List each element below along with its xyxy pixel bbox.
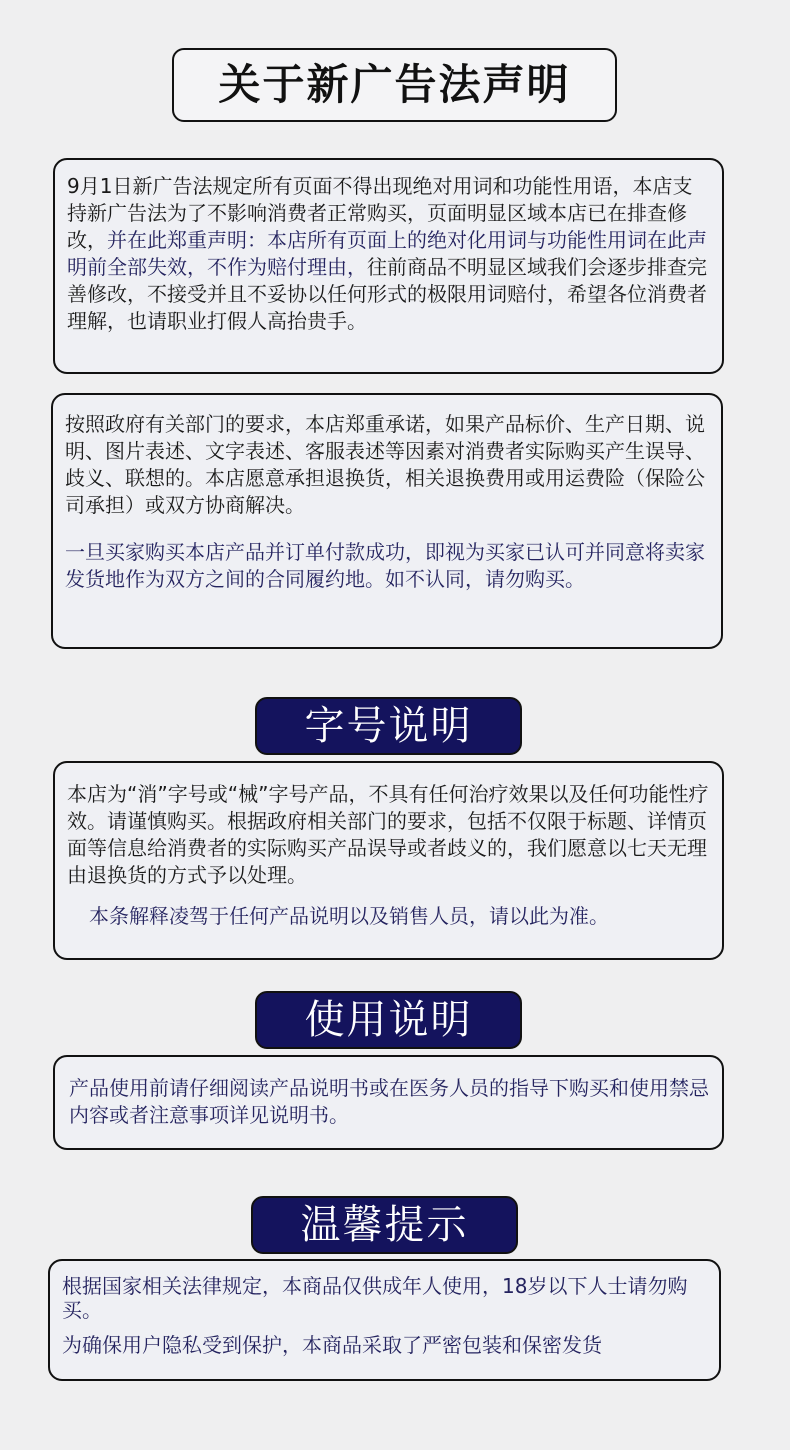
- font-section-title: 字号说明: [255, 697, 522, 755]
- tips-section-title: 温馨提示: [251, 1196, 518, 1254]
- ad-law-text-end: 往前商品不明显区域我们会逐步排查完善修改，不接受并且不妥协以任何形式的极限用词赔付，希望各位消费者理解，也请职业打假人高抬贵手。: [67, 255, 707, 333]
- ad-law-text-highlight: 并在此郑重声明：本店所有页面上的绝对化用词与功能性用词在此声明前全部失效，不作为赔付理由，: [67, 228, 707, 279]
- page-title: 关于新广告法声明: [172, 48, 617, 122]
- tips-section-box: [48, 1259, 721, 1381]
- commitment-box: [51, 393, 723, 649]
- font-section-text: 本店为“消”字号或“械”字号产品，不具有任何治疗效果以及任何功能性疗效。请谨慎购买。根据政府相关部门的要求，包括不仅限于标题、详情页面等信息给消费者的实际购买产品误导或者歧义的，我们愿意以七天无理由退换货的方式予以处理。: [67, 782, 709, 887]
- font-section-box: [53, 761, 724, 960]
- tips-age-text: 根据国家相关法律规定，本商品仅供成年人使用，18岁以下人士请勿购买。: [62, 1274, 688, 1322]
- usage-section-box: [53, 1055, 724, 1150]
- contract-location-text: 一旦买家购买本店产品并订单付款成功，即视为买家已认可并同意将卖家发货地作为双方之间的合同履约地。如不认同，请勿购买。: [65, 540, 705, 591]
- ad-law-statement-box: [53, 158, 724, 374]
- font-section-note: 本条解释凌驾于任何产品说明以及销售人员，请以此为准。: [89, 904, 609, 928]
- commitment-text: 按照政府有关部门的要求，本店郑重承诺，如果产品标价、生产日期、说明、图片表述、文字表述、客服表述等因素对消费者实际购买产生误导、歧义、联想的。本店愿意承担退换货，相关退换费用或用运费险（保险公司承担）或双方协商解决。: [65, 412, 705, 517]
- ad-law-text-normal: 9月1日新广告法规定所有页面不得出现绝对用词和功能性用语，本店支持新广告法为了不影响消费者正常购买，页面明显区域本店已在排查修改，: [67, 174, 693, 252]
- usage-section-text: 产品使用前请仔细阅读产品说明书或在医务人员的指导下购买和使用禁忌内容或者注意事项详见说明书。: [69, 1076, 709, 1127]
- tips-privacy-text: 为确保用户隐私受到保护，本商品采取了严密包装和保密发货: [62, 1333, 602, 1357]
- usage-section-title: 使用说明: [255, 991, 522, 1049]
- ad-law-statement-text: [67, 173, 710, 335]
